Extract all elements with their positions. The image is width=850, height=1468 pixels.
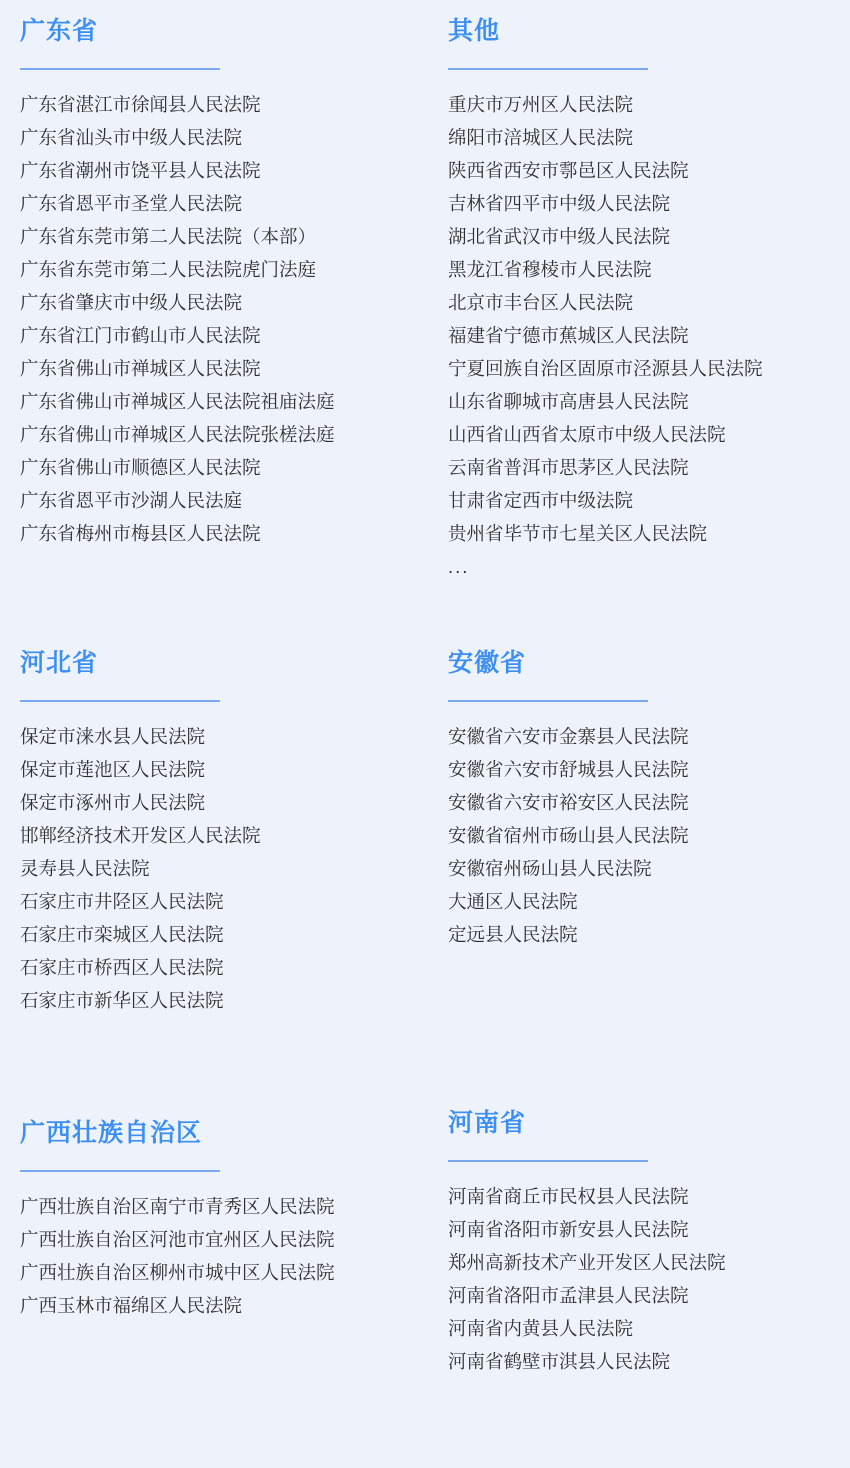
list-item-ellipsis: ... xyxy=(448,556,470,577)
list-item: 广西玉林市福绵区人民法院 xyxy=(20,1295,243,1316)
list-item: 广东省肇庆市中级人民法院 xyxy=(20,292,243,313)
section-guangdong xyxy=(0,16,425,550)
section-title: 河南省 xyxy=(448,1109,527,1137)
section-title: 其他 xyxy=(448,17,501,45)
list-item: 广东省湛江市徐闻县人民法院 xyxy=(20,94,261,115)
list-item: 吉林省四平市中级人民法院 xyxy=(448,193,671,214)
list-item: 石家庄市栾城区人民法院 xyxy=(20,924,224,945)
list-item: 陕西省西安市鄠邑区人民法院 xyxy=(448,160,689,181)
section-title: 广东省 xyxy=(20,17,99,45)
section-anhui xyxy=(425,648,850,951)
section-title: 安徽省 xyxy=(448,649,527,677)
list-item: 云南省普洱市思茅区人民法院 xyxy=(448,457,689,478)
court-list xyxy=(448,88,850,583)
list-item: 广东省东莞市第二人民法院虎门法庭 xyxy=(20,259,317,280)
list-item: 广西壮族自治区南宁市青秀区人民法院 xyxy=(20,1196,335,1217)
list-item: 山西省山西省太原市中级人民法院 xyxy=(448,424,726,445)
list-item: 甘肃省定西市中级法院 xyxy=(448,490,634,511)
list-item: 河南省内黄县人民法院 xyxy=(448,1318,634,1339)
list-item: 广东省汕头市中级人民法院 xyxy=(20,127,243,148)
list-item: 广东省佛山市禅城区人民法院祖庙法庭 xyxy=(20,391,335,412)
section-title: 广西壮族自治区 xyxy=(20,1119,203,1147)
list-item: 安徽省六安市舒城县人民法院 xyxy=(448,759,689,780)
title-divider xyxy=(448,700,648,702)
list-item: 广东省佛山市禅城区人民法院 xyxy=(20,358,261,379)
title-divider xyxy=(448,68,648,70)
list-item: 河南省洛阳市新安县人民法院 xyxy=(448,1219,689,1240)
list-item: 保定市莲池区人民法院 xyxy=(20,759,206,780)
list-item: 广东省佛山市顺德区人民法院 xyxy=(20,457,261,478)
list-item: 绵阳市涪城区人民法院 xyxy=(448,127,634,148)
section-other xyxy=(425,16,850,583)
court-list xyxy=(20,1190,425,1322)
list-item: 安徽宿州砀山县人民法院 xyxy=(448,858,652,879)
list-item: 安徽省六安市裕安区人民法院 xyxy=(448,792,689,813)
court-list xyxy=(20,88,425,550)
list-item: 广东省东莞市第二人民法院（本部） xyxy=(20,226,317,247)
section-guangxi xyxy=(0,1118,425,1322)
list-item: 重庆市万州区人民法院 xyxy=(448,94,634,115)
court-list xyxy=(448,720,850,951)
list-item: 广东省恩平市圣堂人民法院 xyxy=(20,193,243,214)
list-item: 安徽省六安市金寨县人民法院 xyxy=(448,726,689,747)
list-item: 广西壮族自治区柳州市城中区人民法院 xyxy=(20,1262,335,1283)
list-item: 石家庄市新华区人民法院 xyxy=(20,990,224,1011)
list-item: 定远县人民法院 xyxy=(448,924,578,945)
list-item: 河南省商丘市民权县人民法院 xyxy=(448,1186,689,1207)
list-item: 湖北省武汉市中级人民法院 xyxy=(448,226,671,247)
list-item: 河南省鹤壁市淇县人民法院 xyxy=(448,1351,671,1372)
section-hebei xyxy=(0,648,425,1017)
list-item: 邯郸经济技术开发区人民法院 xyxy=(20,825,261,846)
list-item: 广东省佛山市禅城区人民法院张槎法庭 xyxy=(20,424,335,445)
list-item: 郑州高新技术产业开发区人民法院 xyxy=(448,1252,726,1273)
title-divider xyxy=(20,68,220,70)
list-item: 山东省聊城市高唐县人民法院 xyxy=(448,391,689,412)
list-item: 河南省洛阳市孟津县人民法院 xyxy=(448,1285,689,1306)
list-item: 石家庄市井陉区人民法院 xyxy=(20,891,224,912)
section-title: 河北省 xyxy=(20,649,99,677)
court-list xyxy=(20,720,425,1017)
list-item: 石家庄市桥西区人民法院 xyxy=(20,957,224,978)
list-item: 北京市丰台区人民法院 xyxy=(448,292,634,313)
list-item: 保定市涿州市人民法院 xyxy=(20,792,206,813)
list-item: 安徽省宿州市砀山县人民法院 xyxy=(448,825,689,846)
section-henan xyxy=(425,1108,850,1378)
title-divider xyxy=(448,1160,648,1162)
list-item: 宁夏回族自治区固原市泾源县人民法院 xyxy=(448,358,763,379)
court-list xyxy=(448,1180,850,1378)
list-item: 灵寿县人民法院 xyxy=(20,858,150,879)
list-item: 保定市涞水县人民法院 xyxy=(20,726,206,747)
title-divider xyxy=(20,700,220,702)
list-item: 贵州省毕节市七星关区人民法院 xyxy=(448,523,708,544)
list-item: 广东省恩平市沙湖人民法庭 xyxy=(20,490,243,511)
list-item: 广东省潮州市饶平县人民法院 xyxy=(20,160,261,181)
list-item: 广东省江门市鹤山市人民法院 xyxy=(20,325,261,346)
list-item: 广东省梅州市梅县区人民法院 xyxy=(20,523,261,544)
list-item: 广西壮族自治区河池市宜州区人民法院 xyxy=(20,1229,335,1250)
title-divider xyxy=(20,1170,220,1172)
list-item: 福建省宁德市蕉城区人民法院 xyxy=(448,325,689,346)
list-item: 大通区人民法院 xyxy=(448,891,578,912)
list-item: 黑龙江省穆棱市人民法院 xyxy=(448,259,652,280)
